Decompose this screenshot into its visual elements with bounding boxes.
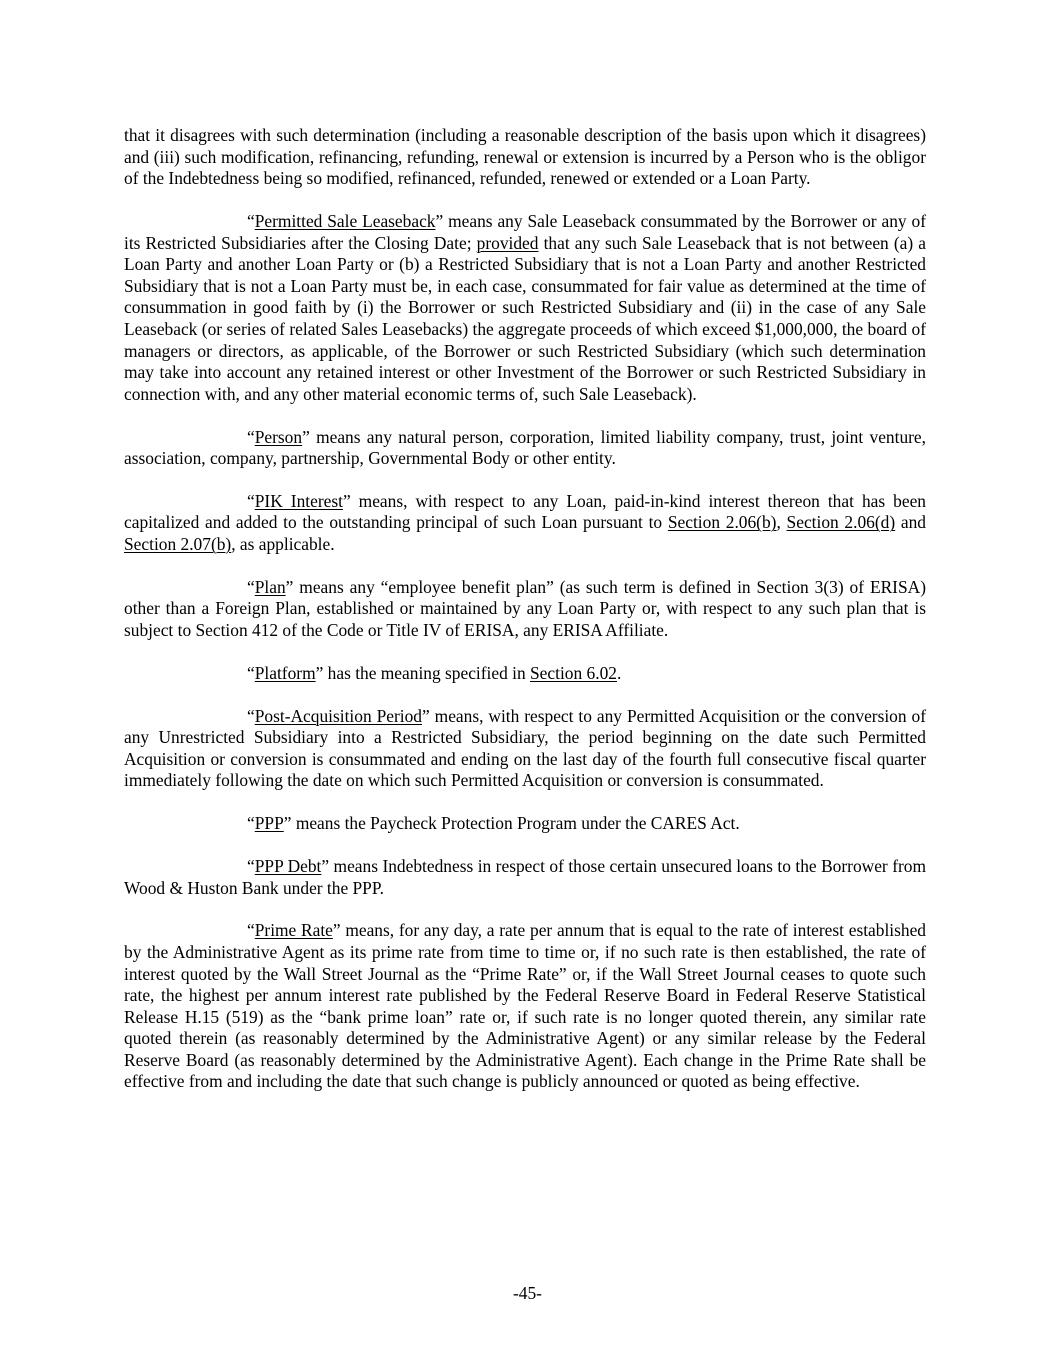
defined-term: Permitted Sale Leaseback bbox=[254, 210, 436, 231]
definition-text: , as applicable. bbox=[231, 534, 335, 555]
definition-text: and bbox=[895, 512, 926, 533]
section-reference: Section 2.06(d) bbox=[786, 512, 896, 533]
section-reference: Section 2.07(b) bbox=[124, 534, 232, 555]
definition-text: ” has the meaning specified in bbox=[315, 662, 531, 683]
definition-text: ” means the Paycheck Protection Program under the CARES Act. bbox=[283, 813, 740, 834]
definition-platform bbox=[124, 663, 926, 685]
open-quote: “ bbox=[247, 855, 255, 876]
defined-term: Person bbox=[254, 426, 303, 447]
open-quote: “ bbox=[247, 662, 255, 683]
paragraph-continuation bbox=[124, 125, 926, 190]
definition-text: ” means, for any day, a rate per annum that is equal to the rate of interest established by the Administrative Agent as its prime rate from time to time or, if no such rate is then established, the rate of interest quoted by the Wall Street Journal as the “Prime Rate” or, if the Wall Street Journal ceases to quote such rate, the highest per annum interest rate published by the Federal Reserve Board in Federal Reserve Statistical Release H.15 (519) as the “bank prime loan” rate or, if such rate is no longer quoted therein, any similar rate quoted therein (as reasonably determined by the Administrative Agent) or any similar release by the Federal Reserve Board (as reasonably determined by the Administrative Agent). Each change in the Prime Rate shall be effective from and including the date that such change is publicly announced or quoted as being effective. bbox=[124, 920, 926, 1092]
definition-text: ” means any natural person, corporation, limited liability company, trust, joint venture, association, company, partnership, Governmental Body or other entity. bbox=[124, 426, 926, 469]
definition-plan bbox=[124, 577, 926, 642]
open-quote: “ bbox=[247, 813, 255, 834]
defined-term: PIK Interest bbox=[254, 490, 343, 511]
definition-text: , bbox=[776, 512, 787, 533]
definition-person bbox=[124, 427, 926, 470]
definition-permitted-sale-leaseback bbox=[124, 211, 926, 405]
definition-text: ” means, with respect to any Permitted Acquisition or the conversion of any Unrestricted Subsidiary into a Restricted Subsidiary, the period beginning on the date such Permitted Acquisition or conversion is consummated and ending on the last day of the fourth full consecutive fiscal quarter immediately following the date on which such Permitted Acquisition or conversion is consummated. bbox=[124, 705, 926, 791]
definition-text: ” means any Sale Leaseback consummated by the Borrower or any of its Restricted Subsidiaries after the Closing Date; bbox=[124, 210, 926, 253]
open-quote: “ bbox=[247, 426, 255, 447]
definition-text: . bbox=[616, 662, 622, 683]
defined-term: PPP bbox=[254, 813, 284, 834]
definition-prime-rate bbox=[124, 920, 926, 1093]
defined-term: Prime Rate bbox=[254, 920, 333, 941]
definition-ppp-debt bbox=[124, 856, 926, 899]
provided-term: provided bbox=[476, 232, 539, 253]
page-number: -45- bbox=[513, 1283, 542, 1303]
definition-ppp bbox=[124, 813, 926, 835]
defined-term: Post-Acquisition Period bbox=[254, 705, 422, 726]
paragraph-text: that it disagrees with such determination (including a reasonable description of the basis upon which it disagrees) and (iii) such modification, refinancing, refunding, renewal or extension is incurred by a Person who is the obligor of the Indebtedness being so modified, refinanced, refunded, renewed or extended or a Loan Party. bbox=[124, 125, 926, 189]
definition-pik-interest bbox=[124, 491, 926, 556]
definition-post-acquisition-period bbox=[124, 706, 926, 792]
definition-text: ” means, with respect to any Loan, paid-in-kind interest thereon that has been capitalized and added to the outstanding principal of such Loan pursuant to bbox=[124, 490, 926, 533]
definition-text: ” means Indebtedness in respect of those certain unsecured loans to the Borrower from Wood & Huston Bank under the PPP. bbox=[124, 855, 926, 898]
document-page bbox=[124, 125, 926, 1114]
definition-text: ” means any “employee benefit plan” (as such term is defined in Section 3(3) of ERISA) other than a Foreign Plan, established or maintained by any Loan Party or, with respect to any such plan that is subject to Section 412 of the Code or Title IV of ERISA, any ERISA Affiliate. bbox=[124, 576, 926, 641]
definition-text: that any such Sale Leaseback that is not between (a) a Loan Party and another Loan Party or (b) a Restricted Subsidiary that is not a Loan Party and another Restricted Subsidiary that is not a Loan Party must be, in each case, consummated for fair value as determined at the time of consummation in good faith by (i) the Borrower or such Restricted Subsidiary and (ii) in the case of any Sale Leaseback (or series of related Sales Leasebacks) the aggregate proceeds of which exceed $1,000,000, the board of managers or directors, as applicable, of the Borrower or such Restricted Subsidiary (which such determination may take into account any retained interest or other Investment of the Borrower or such Restricted Subsidiary in connection with, and any other material economic terms of, such Sale Leaseback). bbox=[124, 232, 927, 404]
defined-term: Platform bbox=[254, 662, 316, 683]
defined-term: PPP Debt bbox=[254, 855, 322, 876]
section-reference: Section 6.02 bbox=[530, 662, 617, 683]
open-quote: “ bbox=[247, 705, 255, 726]
open-quote: “ bbox=[247, 210, 255, 231]
open-quote: “ bbox=[247, 490, 255, 511]
open-quote: “ bbox=[247, 576, 255, 597]
open-quote: “ bbox=[247, 920, 255, 941]
defined-term: Plan bbox=[254, 576, 286, 597]
section-reference: Section 2.06(b) bbox=[667, 512, 777, 533]
